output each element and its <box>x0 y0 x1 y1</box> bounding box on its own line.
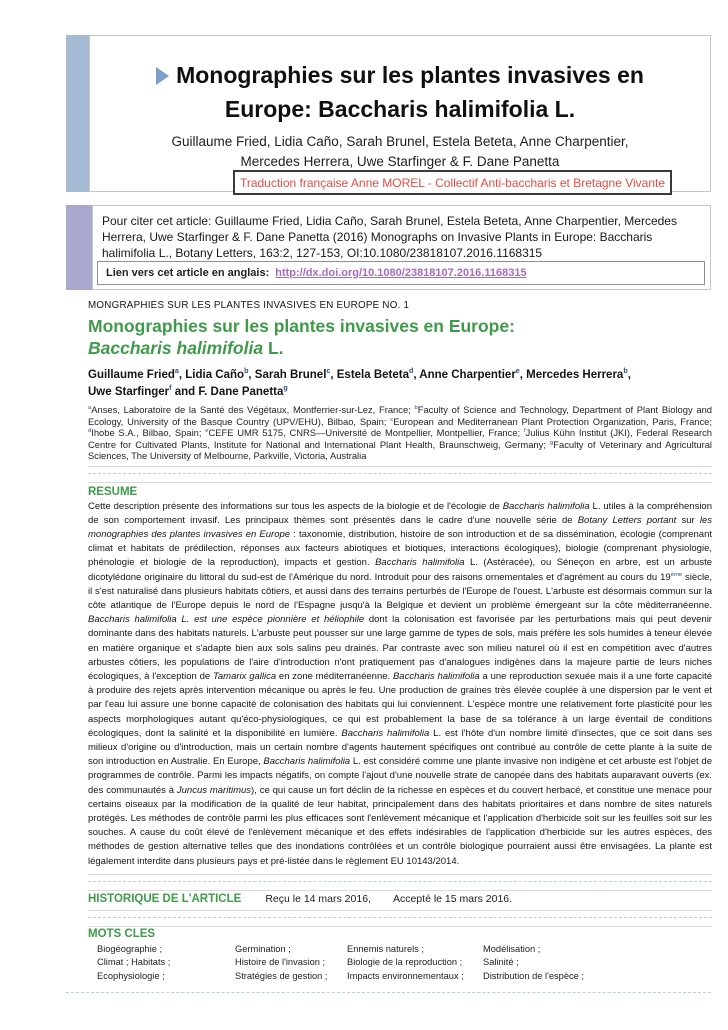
affiliations: $^a$Anses, Laboratoire de la Santé des Végétaux, Montferrier-sur-Lez, France; $^b$Faculty of Science and Technology, Department of Plant Biology and Ecology, University of the Basque Country (UPV/EHU), Bilbao, Spain; $^c$European and Mediterranean Plant Protection Organization, Paris, France; $^d$Ihobe S.A., Bilbao, Spain; $^e$CEFE UMR 5175, CNRS—Université de Montpellier, Montpellier, France; $^f$Julius Kühn Institut (JKI), Federal Research Centre for Cultivated Plants, Institute for National and International Plant Health, Braunschweig, Germany; $^g$Faculty of Veterinary and Agricultural Sciences, The University of Melbourne, Parkville, Victoria, Australia <box>88 404 712 461</box>
history-received: Reçu le 14 mars 2016, <box>265 892 371 905</box>
keywords-column-2 <box>235 943 347 983</box>
translation-credit-text: Traduction française Anne MOREL - Collectif Anti-baccharis et Bretagne Vivante <box>239 175 666 190</box>
history-dates <box>265 893 512 905</box>
keywords-column-4 <box>483 943 712 983</box>
article-history <box>88 893 712 905</box>
masthead-title <box>90 58 710 126</box>
article-title-line2: Baccharis halimifolia L. <box>88 338 284 358</box>
resume-heading: RESUME <box>88 485 138 498</box>
history-heading: HISTORIQUE DE L'ARTICLE <box>88 892 242 905</box>
keyword-item: Biologie de la reproduction ; <box>347 957 463 968</box>
keyword-item: Modélisation ; <box>483 943 541 954</box>
keywords-grid <box>88 943 712 983</box>
abstract-text: Cette description présente des informations sur tous les aspects de la biologie et de l'écologie de Baccharis halimifolia L. utiles à la compréhension de son comportement invasif. Les principaux thèmes sont présentés dans le cadre d'une nouvelle série de Botany Letters portant sur les monographies des plantes invasives en Europe : taxonomie, distribution, histoire de son introduction et de sa dissémination, écologie (comprenant climat et habitats de prédilection, réponses aux facteurs abiotiques et biotiques, interactions écologiques), biologie (comprenant physiologie, phénologie et biologie de la reproduction), impacts et gestion. Baccharis halimifolia L. (Astéracée), ou Séneçon en arbre, est un arbuste dicotylédone originaire du littoral du sud-est de l'Amérique du nord. Introduit pour des raisons ornementales et d'agrément au cours du 19ème siècle, il s'est naturalisé dans plusieurs habitats côtiers, et aussi dans des terrains perturbés de l'Europe de l'ouest. L'arbuste est désormais commun sur la côte atlantique de l'Europe depuis le nord de l'Espagne jusqu'à la Belgique et devient un problème émergeant sur la côte méditerranéenne. Baccharis halimifolia L. est une espèce pionnière et héliophile dont la colonisation est favorisée par les perturbations mais qui peut devenir dominante dans des habitats naturels. L'arbuste peut pousser sur une large gamme de types de sols, mais préfère les sols humides à teneur élevée en matière organique et s'adapte bien aux sols salins peu drainés. Par contraste avec son milieu naturel où il est en compétition avec d'autres arbustes côtiers, les populations de l'aire d'introduction n'ont pratiquement pas d'analogues indigènes dans la majeure partie de leurs niches écologiques, à l'exception de Tamarix gallica en zone méditerranéenne. Baccharis halimifolia a une reproduction sexuée mais il a une forte capacité à produire des rejets après intervention mécanique ou après le feu. Une production de graines très élevée couplée à une dispersion par le vent et par l'eau lui assure une bonne capacité de colonisation des habitats qui lui conviennent. L'espèce montre une relativement forte plasticité pour les aspects morphologiques autant qu'éco-physiologiques, ce qui est probablement la base de sa tolérance à un large éventail de conditions écologiques, dont la salinité et la disponibilité en lumière. Baccharis halimifolia L. est l'hôte d'un nombre limité d'insectes, que ce soit dans ses milieux d'origine ou d'introduction, mais un certain nombre d'agents hautement spécifiques ont contribué au contrôle de cette plante à la suite de son introduction en Australie. En Europe, Baccharis halimifolia L. est considéré comme une plante invasive non indigène et cet arbuste est l'objet de programmes de contrôle. Parmi les impacts négatifs, on compte l'ajout d'une nouvelle strate de canopée dans des habitats auparavant ouverts (ex. des communautés à Juncus maritimus), ce qui cause un fort déclin de la richesse en espèces et du couvert herbacé, et constitue une menace pour certains oiseaux par la modification de la qualité de leur habitat, principalement dans des habitats prioritaires et dans nombre de sites naturels protégés. Les méthodes de contrôle parmi les plus efficaces sont l'enlèvement mécanique et l'application d'herbicide soit sur les feuilles soit sur les souches. A cause du coût élevé de l'enlèvement mécanique et des effets indésirables de l'application d'herbicide sur les autres espèces, des méthodes de gestion alternative telles que des inondations contrôlées et un contrôle biologique pourraient aussi être envisagées. La plante est légalement interdite dans plusieurs pays et pré-listée dans le règlement EU 10143/2014. <box>88 500 713 867</box>
section-divider <box>88 910 712 927</box>
translation-credit-box <box>233 170 672 195</box>
keyword-item: Distribution de l'espèce ; <box>483 970 584 981</box>
article-body <box>88 300 712 993</box>
article-title <box>88 315 712 359</box>
keywords-column-3 <box>347 943 483 983</box>
history-accepted: Accepté le 15 mars 2016. <box>392 892 513 905</box>
keyword-item: Ecophysiologie ; <box>97 970 165 981</box>
english-link-box <box>97 261 705 285</box>
masthead-authors-line1: Guillaume Fried, Lidia Caño, Sarah Brunel, Estela Beteta, Anne Charpentier, <box>171 134 629 149</box>
masthead-title-line1: Monographies sur les plantes invasives en <box>176 62 644 88</box>
keyword-item: Impacts environnementaux ; <box>347 970 464 981</box>
authors-block <box>88 367 712 401</box>
authors-line1: Guillaume Fried$^a$, Lidia Caño$^b$, Sarah Brunel$^c$, Estela Beteta$^d$, Anne Charpentier$^e$, Mercedes Herrera$^b$, <box>88 367 631 381</box>
series-header: MONGRAPHIES SUR LES PLANTES INVASIVES EN EUROPE NO. 1 <box>88 300 410 311</box>
keyword-item: Germination ; <box>235 943 291 954</box>
citation-text: Pour citer cet article: Guillaume Fried, Lidia Caño, Sarah Brunel, Estela Beteta, Anne Charpentier, Mercedes Herrera, Uwe Starfinger & F. Dane Panetta (2016) Monographs on Invasive Plants in Europe: Baccharis halimifolia L., Botany Letters, 163:2, 127-153, OI:10.1080/23818107.2016.1168315 <box>102 214 677 260</box>
keyword-item: Histoire de l'invasion ; <box>235 957 326 968</box>
keywords-heading: MOTS CLES <box>88 927 156 940</box>
english-link-label: Lien vers cet article en anglais: <box>106 267 270 279</box>
bottom-rule <box>66 992 711 993</box>
keyword-item: Salinité ; <box>483 957 519 968</box>
keyword-item: Biogéographie ; <box>97 943 163 954</box>
masthead-title-box <box>89 35 711 192</box>
keyword-item: Stratégies de gestion ; <box>235 970 328 981</box>
section-divider <box>88 466 712 483</box>
citation-accent-bar <box>66 205 92 290</box>
keywords-column-1 <box>97 943 235 983</box>
masthead-title-line2: Europe: Baccharis halimifolia L. <box>224 96 576 122</box>
arrow-right-icon <box>156 67 169 85</box>
keyword-item: Ennemis naturels ; <box>347 943 424 954</box>
masthead-accent-bar <box>66 35 89 192</box>
article-title-line1: Monographies sur les plantes invasives en Europe: <box>88 316 515 336</box>
keyword-item: Climat ; Habitats ; <box>97 957 171 968</box>
doi-link[interactable]: http://dx.doi.org/10.1080/23818107.2016.1168315 <box>275 267 527 279</box>
authors-line2: Uwe Starfinger$^f$ and F. Dane Panetta$^g$ <box>88 384 288 398</box>
masthead-authors <box>90 132 710 172</box>
masthead-authors-line2: Mercedes Herrera, Uwe Starfinger & F. Dane Panetta <box>240 154 560 169</box>
section-divider <box>88 874 712 891</box>
